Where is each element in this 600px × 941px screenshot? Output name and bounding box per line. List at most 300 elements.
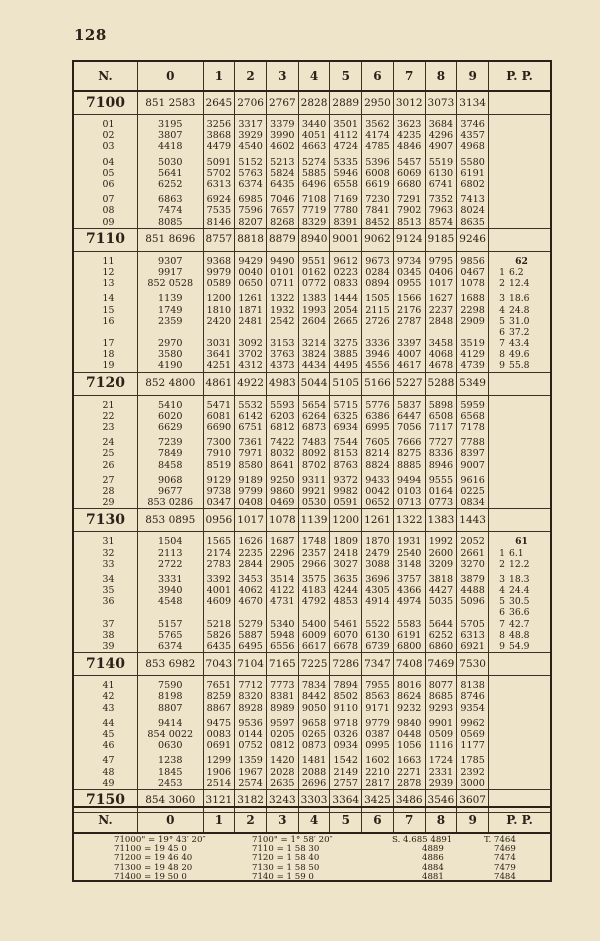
digit-cell: 7169: [330, 194, 362, 205]
spacer-cell: [362, 607, 394, 618]
digit-cell: 3256: [203, 119, 235, 130]
footer-digit: 6: [362, 807, 394, 833]
digit-cell: 9368: [203, 256, 235, 267]
footnote-line: 7120 = 1 58 40: [252, 853, 320, 864]
digit-cell: 1663: [393, 755, 425, 766]
digit-cell: 3879: [457, 574, 489, 585]
table-row: [74, 755, 550, 766]
digit-cell: 1261: [362, 509, 394, 532]
digit-cell: 4312: [235, 360, 267, 372]
pp-multiplier: 4: [499, 304, 505, 316]
spacer-cell: [457, 607, 489, 618]
footer-n: N.: [74, 807, 137, 833]
table-row: [74, 293, 550, 304]
digit-cell: 2574: [235, 778, 267, 790]
digit-cell: 1078: [457, 278, 489, 289]
digit-cell: 2392: [457, 766, 489, 777]
table-row: [74, 267, 550, 278]
n-cell: 7110: [74, 228, 137, 251]
digit-cell: 4907: [425, 141, 457, 152]
footnote-line: 71400 = 19 50 0: [114, 871, 187, 882]
digit-cell: 9555: [425, 475, 457, 486]
spacer-cell: [330, 327, 362, 338]
digit-cell: 2645: [203, 91, 235, 115]
digit-cell: 0772: [298, 278, 330, 289]
mantissa-cell: 1238: [137, 755, 203, 766]
digit-cell: 3397: [393, 338, 425, 349]
mantissa-cell: 1749: [137, 304, 203, 315]
table-row: [74, 641, 550, 653]
digit-cell: 0408: [235, 497, 267, 509]
spacer-cell: [74, 607, 137, 618]
digit-cell: 1299: [203, 755, 235, 766]
header-digit: 6: [362, 62, 394, 91]
digit-cell: 1992: [425, 536, 457, 547]
digit-cell: 1566: [393, 293, 425, 304]
digit-cell: 4305: [362, 585, 394, 596]
n-cell: 39: [74, 641, 137, 653]
digit-cell: 6873: [298, 422, 330, 433]
pp-multiplier: 9: [499, 641, 505, 653]
digit-cell: 8702: [298, 460, 330, 471]
digit-cell: 3946: [362, 349, 394, 360]
table-row: [74, 497, 550, 509]
mantissa-cell: 8198: [137, 691, 203, 702]
digit-cell: 3929: [235, 130, 267, 141]
digit-cell: 5091: [203, 157, 235, 168]
digit-cell: 4678: [425, 360, 457, 372]
table-row: [74, 596, 550, 607]
spacer-cell: [425, 327, 457, 338]
digit-cell: 1748: [298, 536, 330, 547]
digit-cell: 5898: [425, 400, 457, 411]
mantissa-cell: 2113: [137, 547, 203, 558]
digit-cell: 9551: [298, 256, 330, 267]
digit-cell: 0934: [330, 740, 362, 751]
digit-cell: 1871: [235, 304, 267, 315]
table-row: [74, 422, 550, 433]
spacer-cell: [457, 327, 489, 338]
table-row: [74, 574, 550, 585]
digit-cell: 2271: [393, 766, 425, 777]
digit-cell: 5885: [298, 168, 330, 179]
digit-cell: 7544: [330, 437, 362, 448]
digit-cell: 9860: [266, 486, 298, 497]
digit-cell: 2939: [425, 778, 457, 790]
n-cell: 44: [74, 718, 137, 729]
digit-cell: 7719: [298, 205, 330, 216]
pp-cell: [489, 755, 551, 766]
digit-cell: 6985: [235, 194, 267, 205]
footer-digit: 0: [137, 807, 203, 833]
digit-cell: 6130: [362, 630, 394, 641]
digit-cell: 1602: [362, 755, 394, 766]
digit-cell: 9050: [298, 703, 330, 714]
digit-cell: 4244: [330, 585, 362, 596]
digit-cell: 5644: [425, 619, 457, 630]
footnote-line: 71100 = 19 45 0: [114, 844, 187, 855]
pp-cell: [489, 740, 551, 751]
mantissa-cell: 852 0528: [137, 278, 203, 289]
digit-cell: 6325: [330, 411, 362, 422]
digit-cell: 7773: [266, 680, 298, 691]
pp-multiplier: 5: [499, 596, 505, 608]
footer-digit: 2: [235, 807, 267, 833]
digit-cell: 9001: [330, 228, 362, 251]
digit-cell: 0406: [425, 267, 457, 278]
digit-cell: 3134: [457, 91, 489, 115]
digit-cell: 9779: [362, 718, 394, 729]
header-digit: 3: [266, 62, 298, 91]
digit-cell: 2848: [425, 316, 457, 327]
digit-cell: 7108: [298, 194, 330, 205]
mantissa-cell: 8458: [137, 460, 203, 471]
header-digit: 9: [457, 62, 489, 91]
digit-cell: 0691: [203, 740, 235, 751]
digit-cell: 1481: [298, 755, 330, 766]
digit-cell: 7165: [266, 653, 298, 676]
pp-cell: [489, 509, 551, 532]
digit-cell: 9795: [425, 256, 457, 267]
digit-cell: 3623: [393, 119, 425, 130]
digit-cell: 7469: [425, 653, 457, 676]
mantissa-cell: 6374: [137, 641, 203, 653]
spacer-cell: [203, 607, 235, 618]
digit-cell: 3702: [235, 349, 267, 360]
digit-cell: 3746: [457, 119, 489, 130]
digit-cell: 3635: [330, 574, 362, 585]
n-cell: 06: [74, 179, 137, 190]
digit-cell: 8320: [235, 691, 267, 702]
digit-cell: 2696: [298, 778, 330, 790]
digit-cell: 3868: [203, 130, 235, 141]
table-row: [74, 729, 550, 740]
digit-cell: 7230: [362, 194, 394, 205]
digit-cell: 1200: [330, 509, 362, 532]
digit-cell: 9612: [330, 256, 362, 267]
footnote-line: S. 4.685 4891: [392, 835, 453, 845]
digit-cell: 8940: [298, 228, 330, 251]
digit-cell: 5213: [266, 157, 298, 168]
digit-cell: 5948: [266, 630, 298, 641]
digit-cell: 9311: [298, 475, 330, 486]
digit-cell: 7178: [457, 422, 489, 433]
mantissa-cell: 854 3060: [137, 789, 203, 812]
n-cell: 38: [74, 630, 137, 641]
pp-value: 36.6: [509, 607, 530, 619]
spacer-cell: [362, 327, 394, 338]
digit-cell: 0894: [362, 278, 394, 289]
table-row: [74, 630, 550, 641]
mantissa-cell: 3807: [137, 130, 203, 141]
footnote-line: 71000" = 19° 43′ 20″: [114, 835, 206, 845]
digit-cell: 1443: [457, 509, 489, 532]
mantissa-cell: 6020: [137, 411, 203, 422]
digit-cell: 8824: [362, 460, 394, 471]
digit-cell: 1906: [203, 766, 235, 777]
table-row: [74, 278, 550, 289]
mantissa-cell: 7849: [137, 448, 203, 459]
digit-cell: 9185: [425, 228, 457, 251]
digit-cell: 6386: [362, 411, 394, 422]
digit-cell: 1017: [235, 509, 267, 532]
digit-cell: 7657: [266, 205, 298, 216]
digit-cell: 0773: [425, 497, 457, 509]
pp-multiplier: 3: [499, 573, 505, 585]
digit-cell: 0469: [266, 497, 298, 509]
header-digit: 7: [393, 62, 425, 91]
digit-cell: 9840: [393, 718, 425, 729]
row-spacer: [74, 607, 550, 618]
digit-cell: 8757: [203, 228, 235, 251]
footnote-s-values: [392, 836, 452, 882]
digit-cell: 6812: [266, 422, 298, 433]
digit-cell: 8574: [425, 217, 457, 229]
header-digit: 2: [235, 62, 267, 91]
pp-multiplier: 2: [499, 278, 505, 290]
digit-cell: 1078: [266, 509, 298, 532]
digit-cell: 8207: [235, 217, 267, 229]
digit-cell: 9799: [235, 486, 267, 497]
digit-cell: 7056: [393, 422, 425, 433]
pp-cell: [489, 141, 551, 152]
digit-cell: 8138: [457, 680, 489, 691]
digit-cell: 3153: [266, 338, 298, 349]
digit-cell: 4853: [330, 596, 362, 607]
digit-cell: 4983: [266, 372, 298, 395]
digit-cell: 5824: [266, 168, 298, 179]
digit-cell: 6802: [457, 179, 489, 190]
digit-cell: 6556: [266, 641, 298, 653]
digit-cell: 3514: [266, 574, 298, 585]
digit-cell: 5705: [457, 619, 489, 630]
digit-cell: 4731: [266, 596, 298, 607]
digit-cell: 7225: [298, 653, 330, 676]
table-row: [74, 740, 550, 751]
digit-cell: 5218: [203, 619, 235, 630]
mantissa-cell: 2970: [137, 338, 203, 349]
digit-cell: 5335: [330, 157, 362, 168]
pp-cell: [489, 293, 551, 304]
digit-cell: 8946: [425, 460, 457, 471]
table-row: [74, 460, 550, 471]
page-number: 128: [74, 26, 107, 44]
digit-cell: 6264: [298, 411, 330, 422]
digit-cell: 2479: [362, 547, 394, 558]
digit-cell: 8879: [266, 228, 298, 251]
digit-cell: 1809: [330, 536, 362, 547]
header-n: N.: [74, 62, 137, 91]
pp-cell: [489, 729, 551, 740]
digit-cell: 5519: [425, 157, 457, 168]
pp-multiplier: 7: [499, 338, 505, 350]
footnote-line: 71200 = 19 46 40: [114, 853, 193, 864]
digit-cell: 5274: [298, 157, 330, 168]
mantissa-cell: 1139: [137, 293, 203, 304]
footer-digit: 7: [393, 807, 425, 833]
n-cell: 49: [74, 778, 137, 790]
digit-cell: 2706: [235, 91, 267, 115]
digit-cell: 4602: [266, 141, 298, 152]
n-cell: 11: [74, 256, 137, 267]
digit-cell: 3027: [330, 559, 362, 570]
mantissa-cell: 3195: [137, 119, 203, 130]
footnote-line: 7484: [494, 871, 516, 882]
digit-cell: 2028: [266, 766, 298, 777]
footer-digit: 8: [425, 807, 457, 833]
digit-cell: 6690: [203, 422, 235, 433]
digit-cell: 6741: [425, 179, 457, 190]
digit-cell: 6739: [362, 641, 394, 653]
digit-cell: 2237: [425, 304, 457, 315]
digit-cell: 2844: [235, 559, 267, 570]
n-cell: 21: [74, 400, 137, 411]
digit-cell: 2481: [235, 316, 267, 327]
digit-cell: 9901: [425, 718, 457, 729]
pp-cell: [489, 91, 551, 115]
pp-cell: [489, 691, 551, 702]
footnote-line: 7474: [494, 853, 516, 864]
table-row: [74, 585, 550, 596]
digit-cell: 0752: [235, 740, 267, 751]
n-cell: 34: [74, 574, 137, 585]
digit-cell: 3000: [457, 778, 489, 790]
table-row-major: [74, 91, 550, 115]
header-digit: 1: [203, 62, 235, 91]
pp-cell: [489, 327, 551, 338]
digit-cell: 5776: [362, 400, 394, 411]
mantissa-cell: 4418: [137, 141, 203, 152]
digit-cell: 5837: [393, 400, 425, 411]
digit-cell: 5522: [362, 619, 394, 630]
footnote-line: 7110 = 1 58 30: [252, 844, 320, 855]
mantissa-cell: 7474: [137, 205, 203, 216]
digit-cell: 3275: [330, 338, 362, 349]
digit-cell: 2149: [330, 766, 362, 777]
digit-cell: 7352: [425, 194, 457, 205]
digit-cell: 0833: [330, 278, 362, 289]
pp-value: 12.2: [509, 558, 530, 570]
digit-cell: 3763: [266, 349, 298, 360]
pp-cell: [489, 130, 551, 141]
pp-cell: [489, 680, 551, 691]
digit-cell: 3073: [425, 91, 457, 115]
digit-cell: 7666: [393, 437, 425, 448]
digit-cell: 6558: [330, 179, 362, 190]
digit-cell: 3453: [235, 574, 267, 585]
n-cell: 09: [74, 217, 137, 229]
mantissa-cell: 9307: [137, 256, 203, 267]
digit-cell: 3885: [330, 349, 362, 360]
pp-cell: [489, 360, 551, 372]
pp-value: 42.7: [509, 618, 530, 630]
digit-cell: 2966: [298, 559, 330, 570]
digit-cell: 4174: [362, 130, 394, 141]
mantissa-cell: 8807: [137, 703, 203, 714]
digit-cell: 7300: [203, 437, 235, 448]
digit-cell: 6496: [298, 179, 330, 190]
digit-cell: 8442: [298, 691, 330, 702]
pp-cell: [489, 766, 551, 777]
digit-cell: 8746: [457, 691, 489, 702]
digit-cell: 9658: [298, 718, 330, 729]
digit-cell: 5166: [362, 372, 394, 395]
digit-cell: 0162: [298, 267, 330, 278]
digit-cell: 5096: [457, 596, 489, 607]
pp-cell: [489, 349, 551, 360]
digit-cell: 0448: [393, 729, 425, 740]
table-row: [74, 680, 550, 691]
digit-cell: 8268: [266, 217, 298, 229]
mantissa-cell: 851 8696: [137, 228, 203, 251]
digit-cell: 1785: [457, 755, 489, 766]
digit-cell: 7894: [330, 680, 362, 691]
spacer-cell: [203, 327, 235, 338]
digit-cell: 2889: [330, 91, 362, 115]
digit-cell: 8259: [203, 691, 235, 702]
table-row: [74, 157, 550, 168]
row-spacer: [74, 327, 550, 338]
digit-cell: 2604: [298, 316, 330, 327]
digit-cell: 8763: [330, 460, 362, 471]
digit-cell: 0326: [330, 729, 362, 740]
pp-cell: [489, 304, 551, 315]
digit-cell: 8452: [362, 217, 394, 229]
digit-cell: 7413: [457, 194, 489, 205]
mantissa-cell: 2359: [137, 316, 203, 327]
digit-cell: 0873: [298, 740, 330, 751]
digit-cell: 1056: [393, 740, 425, 751]
digit-cell: 1322: [266, 293, 298, 304]
digit-cell: 3092: [235, 338, 267, 349]
digit-cell: 0713: [393, 497, 425, 509]
digit-cell: 3818: [425, 574, 457, 585]
digit-cell: 4112: [330, 130, 362, 141]
digit-cell: 9921: [298, 486, 330, 497]
digit-cell: 8989: [266, 703, 298, 714]
pp-multiplier: 9: [499, 360, 505, 372]
pp-value: 49.6: [509, 349, 530, 361]
mantissa-cell: 853 6982: [137, 653, 203, 676]
footnote-line: 7140 = 1 59 0: [252, 871, 314, 882]
n-cell: 15: [74, 304, 137, 315]
table-row: [74, 256, 550, 267]
table-row: [74, 547, 550, 558]
n-cell: 19: [74, 360, 137, 372]
digit-cell: 0467: [457, 267, 489, 278]
footnote-line: 7479: [494, 862, 516, 873]
digit-cell: 4122: [266, 585, 298, 596]
digit-cell: 2905: [266, 559, 298, 570]
digit-cell: 9979: [203, 267, 235, 278]
digit-cell: 8928: [235, 703, 267, 714]
pp-cell: [489, 585, 551, 596]
digit-cell: 1420: [266, 755, 298, 766]
header-pp: P. P.: [489, 62, 551, 91]
table-row: [74, 778, 550, 790]
digit-cell: 1810: [203, 304, 235, 315]
digit-cell: 4479: [203, 141, 235, 152]
digit-cell: 5593: [266, 400, 298, 411]
pp-multiplier: 1: [499, 266, 505, 278]
digit-cell: 9738: [203, 486, 235, 497]
digit-cell: 6313: [457, 630, 489, 641]
digit-cell: 1627: [425, 293, 457, 304]
digit-cell: 2661: [457, 547, 489, 558]
digit-cell: 5580: [457, 157, 489, 168]
digit-cell: 5715: [330, 400, 362, 411]
digit-cell: 4357: [457, 130, 489, 141]
